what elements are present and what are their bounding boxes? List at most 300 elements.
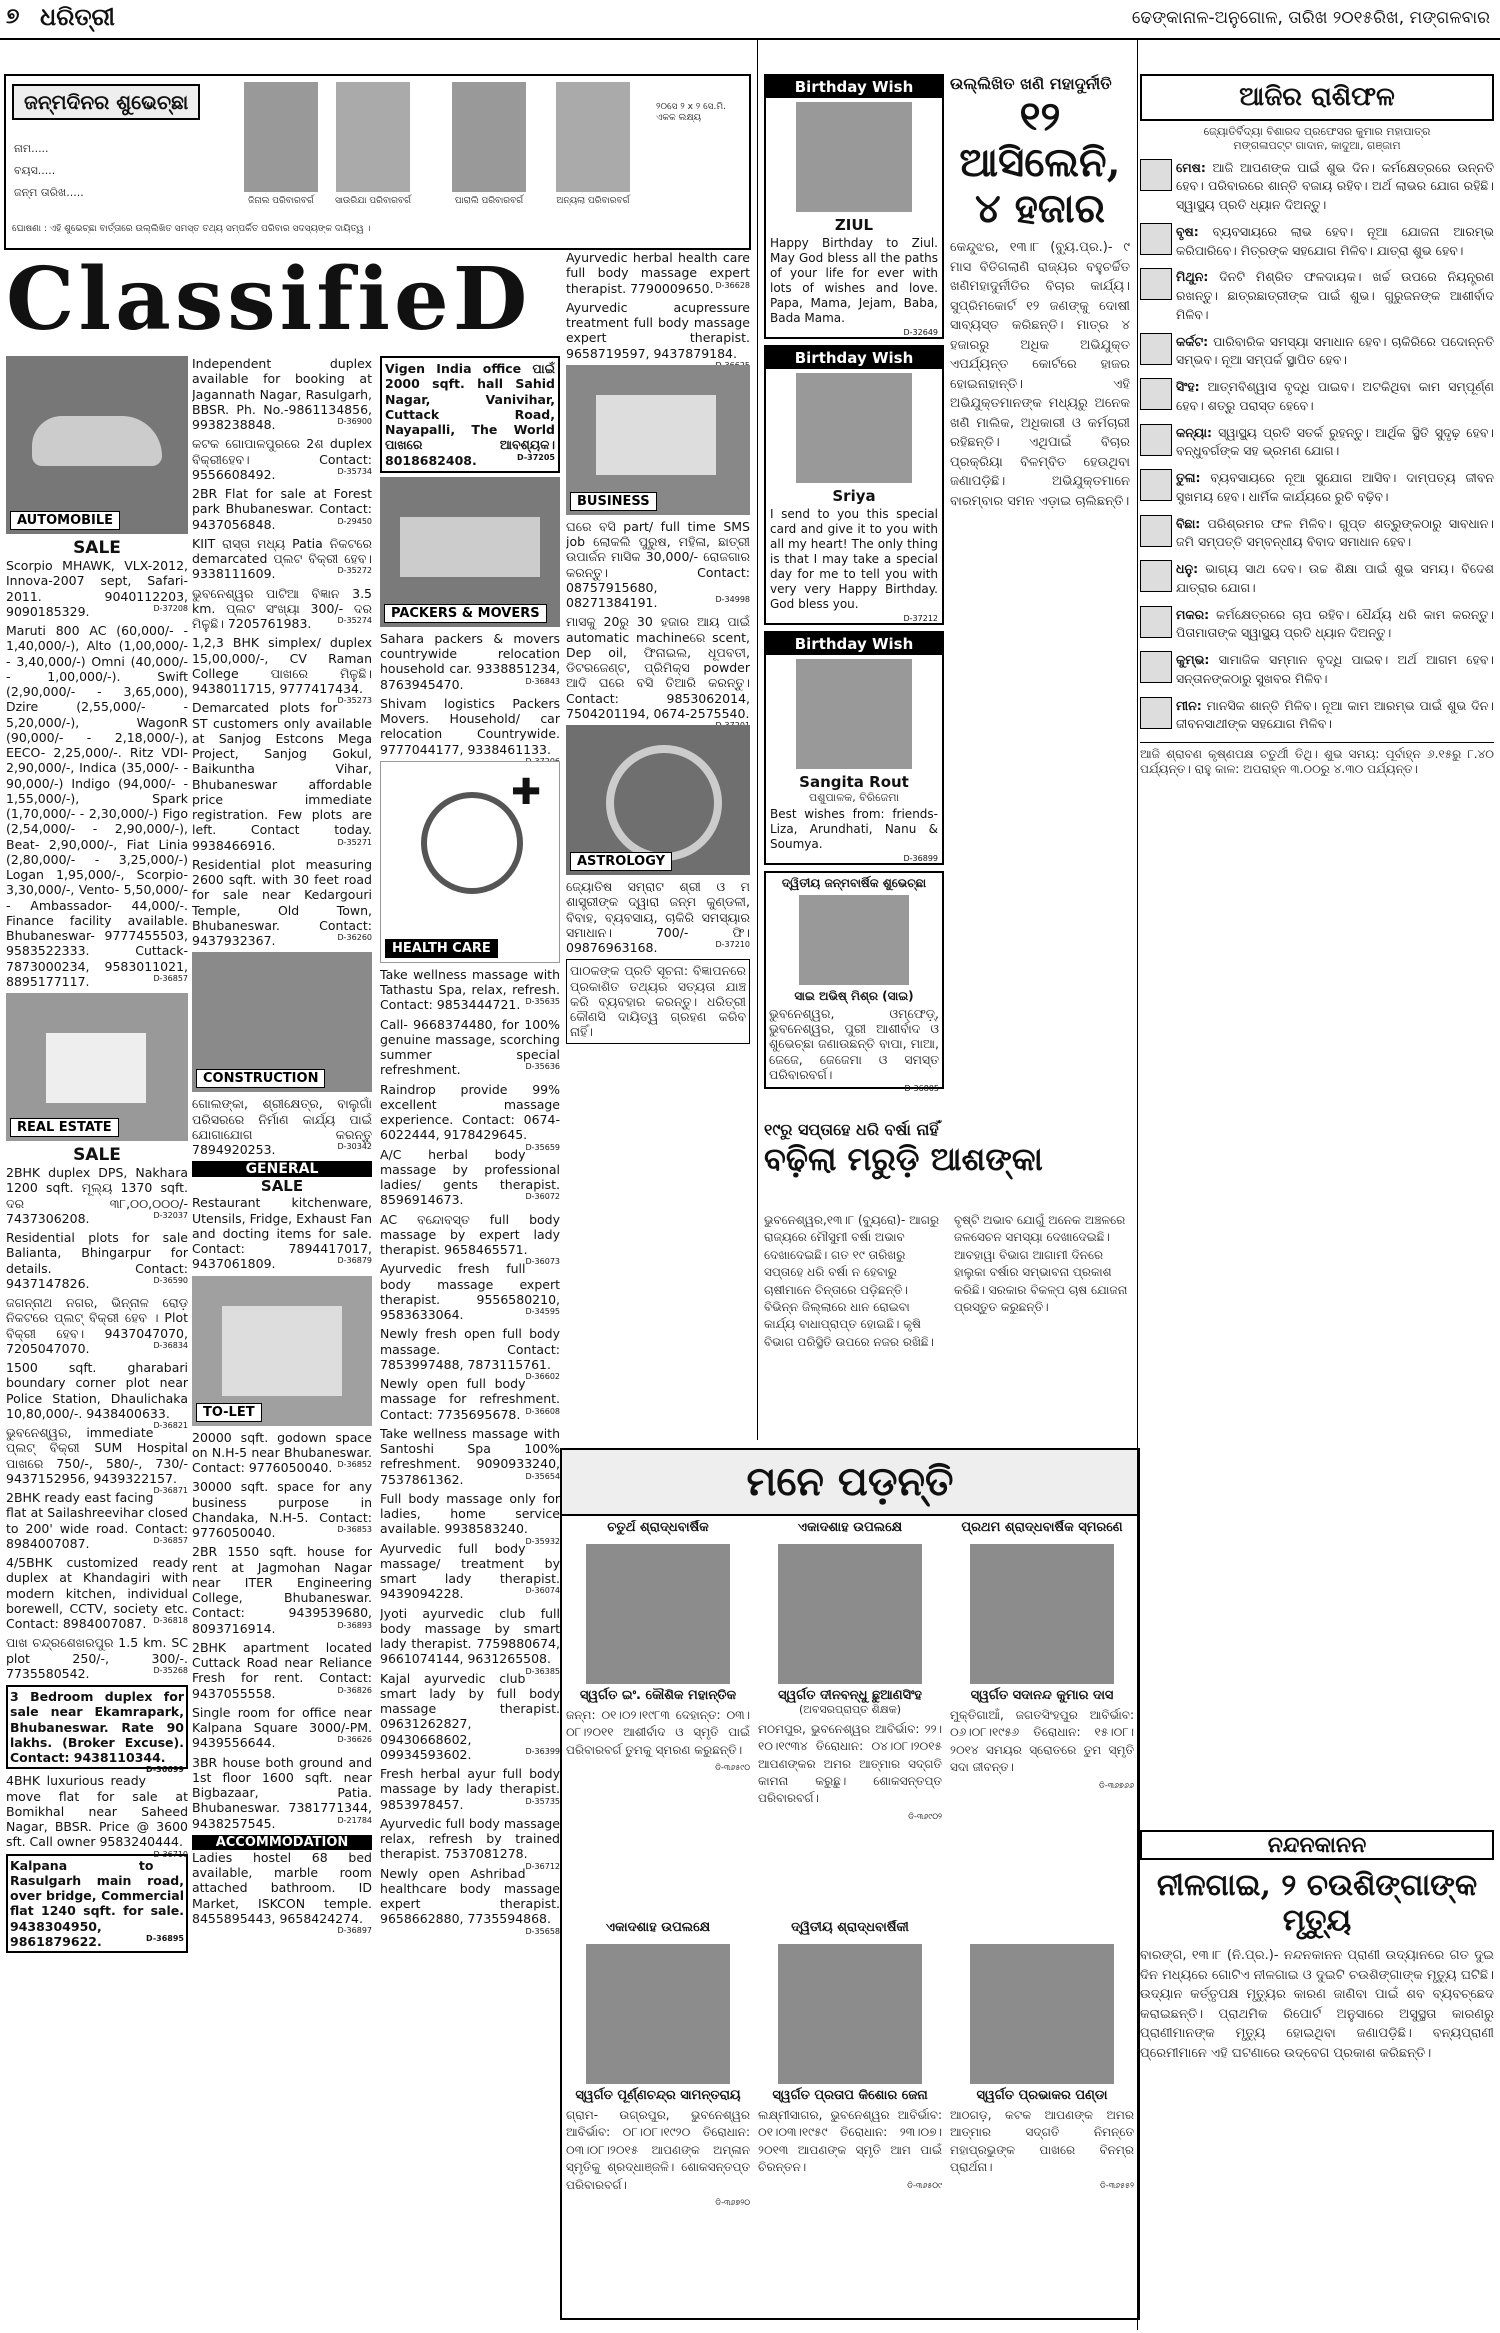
health-panel [380,761,560,963]
rashi-entry [1140,333,1494,371]
rashi-name: ମୀନ: [1176,697,1202,713]
zodiac-icon [1140,560,1172,592]
ad-code: D-37212 [903,614,938,623]
health-ad-text: Newly fresh open full body massage. Contact: 7853997488, 7873115761. [380,1326,560,1372]
second-birthday-photo [799,895,909,985]
stethoscope-icon [421,792,523,894]
ayurvedic-ad-text: Ayurvedic herbal health care full body massage expert therapist. 7790009650. [566,250,750,296]
health-ad-text: Ayurvedic fresh full body massage expert therapist. 9556580210, 9583633064. [380,1261,560,1322]
to-let-ad-text: 3BR house both ground and 1st floor 1600 sqft. near Bigbazaar, Patia. Bhubaneswar. 7381771344, 9438257545. [192,1754,372,1831]
business-ad [566,519,750,611]
ad-code: D-36072 [525,1192,560,1202]
construction-ad [192,1096,372,1157]
form-line-dob: ଜନ୍ମ ତାରିଖ..... [14,186,84,199]
memorial-card [758,1520,942,1910]
birthday-wish-text: Happy Birthday to Ziul. May God bless all the paths of your life for ever with lots of wishes and love. Papa, Mama, Jejam, Baba, Bada Mama. [770,236,938,325]
memorial-name: ସ୍ୱର୍ଗତ ଦୀନବନ୍ଧୁ ଛୁଆଣସିଂହ [777,1688,922,1703]
health-ad [380,1605,560,1676]
ad-code: D-37205 [517,452,555,462]
astrology-ad [566,879,750,955]
memorial-photo [586,1944,730,2084]
memorial-label: ଦ୍ୱିତୀୟ ଶ୍ରାଦ୍ଧବାର୍ଷିକୀ [791,1920,909,1935]
to-let-ad [192,1755,372,1831]
ad-code: D-36628 [715,280,750,290]
rashi-name: କନ୍ୟା: [1176,424,1213,440]
column-3 [380,356,560,2316]
rashi-body: କର୍ମକ୍ଷେତ୍ରରେ ଚାପ ରହିବ। ଧୈର୍ଯ୍ୟ ଧରି କାମ କରନ୍ତୁ। ପିତାମାତାଙ୍କ ସ୍ୱାସ୍ଥ୍ୟ ପ୍ରତି ଧ୍ୟାନ ଦିଅନ୍ତୁ। [1176,606,1494,641]
health-ad-text: Fresh herbal ayur full body massage by lady therapist. 9853978457. [380,1766,560,1812]
plus-icon: ✚ [511,771,542,813]
nandankanan-kicker: ନନ୍ଦନକାନନ [1140,1830,1494,1860]
ayurvedic-list [566,250,750,361]
real-estate-ad [6,1854,188,1954]
zodiac-icon [1140,378,1172,410]
birthday-wish-sub: ପଶୁପାଳକ, ବିରିଜେମା [809,791,899,804]
memorial-sub: (ଅବସରପ୍ରାପ୍ତ ଶିକ୍ଷକ) [798,1703,901,1716]
rashi-body: ଆତ୍ମବିଶ୍ୱାସ ବୃଦ୍ଧି ପାଇବ। ଅଟକିଥିବା କାମ ସମ୍ପୂର୍ଣ୍ଣ ହେବ। ଶତ୍ରୁ ପରାସ୍ତ ହେବେ। [1176,379,1494,413]
to-let-list [192,1430,372,1831]
ayurvedic-ad [566,300,750,361]
memorial-text: ଲକ୍ଷ୍ମୀସାଗର, ଭୁବନେଶ୍ୱର ଆବିର୍ଭାବ: ୦୧।୦୩।୧୯୫୯ ତିରୋଧାନ: ୨୩।୦୭।୨୦୧୩ ଆପଣଙ୍କ ସ୍ମୃତି ଆମ ପାଇଁ ଚିରନ୍ତନ। [758,2108,942,2175]
memorial-text: ଆଠଗଡ଼, କଟକ ଆପଣଙ୍କ ଅମର ଆତ୍ମାର ସଦ୍‌ଗତି ନିମନ୍ତେ ମହାପ୍ରଭୁଙ୍କ ପାଖରେ ବିନମ୍ର ପ୍ରାର୍ଥନା। [950,2108,1134,2175]
ad-code: D-35636 [525,1062,560,1072]
ad-code: D-37208 [153,603,188,613]
masthead [0,0,1500,40]
business-ad-text: ମାସକୁ 20ରୁ 30 ହଜାର ଆୟ ପାଇଁ automatic machineରେ scent, Dep oil, ଫିନାଇଲ, ଧୂପବତୀ, ଡିଟରଜେଣ୍ଟ, ପ୍ରିମିକ୍ସ powder ଆଦି ଘରେ ବସି ତିଆରି କରନ୍ତୁ। Contact: 9853062014, 7504201194, 0674-2575540. [566,614,750,721]
zodiac-icon [1140,268,1172,300]
birthday-wish-box [764,631,944,865]
to-let-ad [192,1640,372,1701]
birthday-wish-title: Birthday Wish [766,76,942,98]
memorial-photo [778,1544,922,1684]
automobile-ad-1 [6,558,188,619]
rashi-entry [1140,268,1494,324]
rashi-name: ବୃଷ: [1176,223,1199,239]
general-ad [192,1195,372,1271]
business-label: BUSINESS [570,492,657,511]
ad-code: D-35635 [525,997,560,1007]
accommodation-ad-text: Ladies hostel 68 bed available, marble room attached bathroom. ID Market, ISKCON temple. 8455895443, 9658424274. [192,1849,372,1926]
ad-code: D-36857 [153,973,188,983]
real-estate-ad-text: 4BHK luxurious ready move flat for sale at Bomikhal near Saheed Nagar, BBSR. Price @ 3600 sft. Call owner 9583240444. [6,1773,188,1850]
ad-code: D-35659 [525,1142,560,1152]
ad-code: D-36074 [525,1586,560,1596]
real-estate-ad [6,1635,188,1681]
memorial-photo [586,1544,730,1684]
to-let-panel [192,1276,372,1426]
real-estate-ad [6,1555,188,1631]
to-let-ad [192,1479,372,1540]
rashi-text [1176,333,1494,371]
real-estate-ad [6,1165,188,1226]
to-let-ad [192,1544,372,1636]
property-ad-text: କଟକ ଗୋପାଳପୁରରେ 2ଶ duplex ବିକ୍ରୀହେବ। Contact: 9556608492. [192,436,372,482]
automobile-ad-2 [6,623,188,989]
rashifala-byline-2: ମଙ୍ଗଳାପଟ୍ଟ ଗାଦାନ, କାଦୁଆ, ଗଞ୍ଜାମ [1233,138,1401,152]
birthday-wish-photo [796,373,912,483]
ad-code: D-35658 [525,1926,560,1936]
memorial-grid [562,1516,1138,2316]
automobile-heading: SALE [73,538,121,558]
birthday-wishes-column [764,74,944,1114]
ad-code: D-36626 [337,1735,372,1745]
rashi-list [1140,159,1494,735]
ad-code: D-36852 [337,1460,372,1469]
page-number: ୭ [6,4,20,29]
ad-code: D-35273 [337,696,372,706]
child-photo-4 [556,82,630,192]
health-ad-text: Newly open Ashribad healthcare body massage expert therapist. 9658662880, 7735594868. [380,1865,560,1927]
ad-code: D-34595 [525,1307,560,1316]
ad-code: D-36821 [153,1421,188,1430]
ad-code: D-36602 [525,1372,560,1381]
health-ad-text: AC ବନ୍ଦୋବସ୍ତ full body massage by expert lady therapist. 9658465571. [380,1211,560,1257]
health-ad [380,1671,560,1763]
memorial-photo [970,1944,1114,2084]
memorial-text: ଜନ୍ମ: ୦୧।୦୨।୧୯୮୩ ଦେହାନ୍ତ: ୦୩।୦୮।୨୦୧୧ ଆଶୀର୍ବାଦ ଓ ସ୍ମୃତି ପାଇଁ ପରିବାରବର୍ଗ ତୁମକୁ ସ୍ମରଣ କରୁଛନ୍ତି। [566,1708,750,1757]
health-ad-text: Take wellness massage with Tathastu Spa, relax, refresh. Contact: 9853444721. [380,966,560,1013]
real-estate-ad-text: 2BHK ready east facing flat at Sailashreevihar closed to 200' wide road. Contact: 8984007087. [6,1490,188,1551]
health-ad-text: Raindrop provide 99% excellent massage experience. Contact: 0674-6022444, 9178429645. [380,1081,560,1143]
lead-kicker: ଉଲ୍ଲିଖିତ ଖଣି ମହାଦୁର୍ନୀତି [950,74,1112,93]
rashi-entry [1140,424,1494,462]
nandankanan-body: ବାରଙ୍ଗ, ୧୩।୮ (ନି.ପ୍ର.)- ନନ୍ଦନକାନନ ପ୍ରାଣୀ ଉଦ୍ୟାନରେ ଗତ ଦୁଇ ଦିନ ମଧ୍ୟରେ ଗୋଟିଏ ନୀଳଗାଇ ଓ ଦୁଇଟି ଚଉଶିଙ୍ଗାଙ୍କ ମୃତ୍ୟୁ ଘଟିଛି। ଉଦ୍ୟାନ କର୍ତ୍ତୃପକ୍ଷ ମୃତ୍ୟୁର କାରଣ ଜାଣିବା ପାଇଁ ଶବ ବ୍ୟବଚ୍ଛେଦ କରାଇଛନ୍ତି। ପ୍ରାଥମିକ ରିପୋର୍ଟ ଅନୁସାରେ ଅସୁସ୍ଥତା କାରଣରୁ ପ୍ରାଣୀମାନଙ୍କ ମୃତ୍ୟୁ ହୋଇଥିବା ଜଣାପଡ଼ିଛି। ବନ୍ୟପ୍ରାଣୀ ପ୍ରେମୀମାନେ ଏହି ଘଟଣାରେ ଉଦ୍‌ବେଗ ପ୍ରକାଶ କରିଛନ୍ତି। [1140,1948,1494,2061]
second-news-body-left: ଭୁବନେଶ୍ୱର,୧୩।୮ (ବ୍ୟୁରୋ)- ଆଗରୁ ରାଜ୍ୟରେ ମୌସୁମୀ ବର୍ଷା ଅଭାବ ଦେଖାଦେଇଛି। ଗତ ୧୯ ତାରିଖରୁ ସପ୍ତାହେ ଧରି ବର୍ଷା ନ ହେବାରୁ ଚାଷୀମାନେ ଚିନ୍ତାରେ ପଡ଼ିଛନ୍ତି। ବିଭିନ୍ନ ଜିଲ୍ଲାରେ ଧାନ ରୋଇବା କାର୍ଯ୍ୟ ବାଧାପ୍ରାପ୍ତ ହୋଇଛି। କୃଷି ବିଭାଗ ପରିସ୍ଥିତି ଉପରେ ନଜର ରଖିଛି। [764,1213,940,1349]
health-ad-text: Jyoti ayurvedic club full body massage by smart lady therapist. 7759880674, 9661074144, 9631265508. [380,1605,560,1667]
rashi-name: ସିଂହ: [1176,379,1200,394]
ad-code: D-36399 [525,1746,560,1756]
health-ad [380,1326,560,1381]
ad-code: D-36260 [337,933,372,942]
birthday-wish-photo [796,102,912,212]
form-line-age: ବୟସ..... [14,164,56,177]
automobile-label: AUTOMOBILE [10,511,120,530]
ad-code: D-36826 [337,1685,372,1695]
property-ad [192,436,372,482]
memorial-name: ସ୍ୱର୍ଗତ ପ୍ରତାପ କିଶୋର ଜେନା [772,2088,928,2103]
second-news-kicker: ୧୯ରୁ ସପ୍ତାହେ ଧରି ବର୍ଷା ନାହିଁ [764,1120,939,1139]
health-ad-text: Kajal ayurvedic club smart lady by full body massage therapist. 09631262827, 09430668602, 09934593602. [380,1670,560,1762]
health-ad [380,1261,560,1322]
rashi-text [1176,515,1494,553]
birthday-wish-name: Sriya [832,487,876,505]
rashi-entry [1140,606,1494,644]
ad-code: D-30342 [337,1142,372,1151]
second-news-body-right: ବୃଷ୍ଟି ଅଭାବ ଯୋଗୁଁ ଅନେକ ଅଞ୍ଚଳରେ ଜଳସେଚନ ସମସ୍ୟା ଦେଖାଦେଇଛି। ଆବହାୱା ବିଭାଗ ଆଗାମୀ ଦିନରେ ହାଲୁକା ବର୍ଷାର ସମ୍ଭାବନା ପ୍ରକାଶ କରିଛି। ସରକାର ବିକଳ୍ପ ଚାଷ ଯୋଜନା ପ୍ରସ୍ତୁତ କରୁଛନ୍ତି। [954,1213,1128,1314]
ad-code: D-35654 [525,1471,560,1481]
ad-code: D-36895 [146,1933,184,1943]
property-ad-text: ଭୁବନେଶ୍ୱର ପାଟିଆ ବିଜ୍ଞାନ 3.5 km. ପ୍ଲଟ ସଂଖ୍ୟା 300/- ଦର ମିଳୁଛି। 7205761983. [192,585,372,631]
property-ad [192,700,372,853]
health-ad-text: A/C herbal body massage by professional ladies/ gents therapist. 8596914673. [380,1146,560,1208]
rashi-body: ବ୍ୟବସାୟରେ ଲାଭ ହେବ। ନୂଆ ଯୋଜନା ଆରମ୍ଭ କରିପାରିବେ। ମିତ୍ରଙ୍କ ସହଯୋଗ ମିଳିବ। ଯାତ୍ରା ଶୁଭ ହେବ। [1176,223,1494,258]
real-estate-label: REAL ESTATE [10,1118,119,1137]
ad-code: ଡି-୩୬୯୦୨ [908,1811,942,1821]
rashifala-footer: ଆଜି ଶ୍ରାବଣ କୃଷ୍ଣପକ୍ଷ ଚତୁର୍ଥୀ ତିଥି। ଶୁଭ ସମୟ: ପୂର୍ବାହ୍ନ ୬.୧୫ରୁ ୮.୪୦ ପର୍ଯ୍ୟନ୍ତ। ରାହୁ କାଳ: ଅପରାହ୍ନ ୩.୦୦ରୁ ୪.୩୦ ପର୍ଯ୍ୟନ୍ତ। [1140,742,1494,776]
memorial-label: ଏକାଦଶାହ ଉପଲକ୍ଷେ [797,1520,903,1535]
health-ad [380,1766,560,1812]
health-list [380,966,560,1936]
child-caption-3: ପାରାଲି ପରିବାରବର୍ଗ [454,196,524,206]
health-ad [380,1017,560,1078]
rashi-text [1176,268,1494,324]
health-ad [380,1211,560,1267]
rashi-name: କୁମ୍ଭ: [1176,652,1210,667]
memorial-name: ସ୍ୱର୍ଗତ ଇଂ. କୌଶିକ ମହାନ୍ତିକ [579,1688,737,1703]
memorial-card [566,1520,750,1910]
date-line: ଢେଙ୍କାନାଳ-ଅନୁଗୋଳ, ତାରିଖ ୨୦୧୫ରିଖ, ମଙ୍ଗଳବାର [1131,8,1490,28]
ad-code: D-36899 [903,853,938,863]
real-estate-ad [6,1685,188,1775]
ad-code: ଡି-୩୬୭୨୦ [715,2197,750,2207]
ad-code: D-36385 [525,1666,560,1676]
memorial-name: ସ୍ୱର୍ଗତ ପୂର୍ଣ୍ଣଚନ୍ଦ୍ର ସାମନ୍ତରାୟ [575,2088,741,2103]
memorial-banner: ମନେ ପଡ଼ନ୍ତି [562,1450,1138,1516]
zodiac-icon [1140,515,1172,547]
laptop-shape [596,395,716,475]
to-let-ad-text: Single room for office near Kalpana Square 3000/-PM. 9439556644. [192,1704,372,1751]
birthday-wish-title: Birthday Wish [766,347,942,369]
rashi-body: ପାରିବାରିକ ସମସ୍ୟା ସମାଧାନ ହେବ। ଚାକିରିରେ ପଦୋନ୍ନତି ସମ୍ଭବ। ନୂଆ ସମ୍ପର୍କ ସ୍ଥାପିତ ହେବ। [1176,333,1494,368]
packers-ad-text: Shivam logistics Packers Movers. Household/ car relocation Countrywide. 9777044177, 9338461133. [380,695,560,757]
child-caption-1: ଜିନାଲ ପରିବାରବର୍ଗ [248,196,314,206]
ad-code: D-35274 [337,616,372,625]
construction-ad-text: ଗୋଲଙ୍କା, ଶ୍ରୀକ୍ଷେତ୍ର, ବାଲୁଗାଁ ପରିସରରେ ନିର୍ମାଣ କାର୍ଯ୍ୟ ପାଇଁ ଯୋଗାଯୋଗ କରନ୍ତୁ 7894920253. [192,1096,372,1157]
zodiac-icon [1140,159,1172,191]
ad-code: ଡି-୩୬୫୫୨ [1099,2180,1134,2190]
real-estate-list [6,1165,188,1953]
size-note: ୨୦ସେ ୨ x ୨ ସେ.ମି. ଏକକ ଲକ୍ଷ୍ୟ [656,102,726,124]
truck-shape [400,517,540,577]
child-photo-1 [244,82,318,192]
memorial-label: ଏକାଦଶାହ ଉପଲକ୍ଷେ [605,1920,711,1935]
rashi-entry [1140,378,1494,416]
vigen-ad-box [380,356,560,473]
reader-notice: ପାଠକଙ୍କ ପ୍ରତି ସୂଚନା: ବିଜ୍ଞାପନରେ ପ୍ରକାଶିତ ତଥ୍ୟର ସତ୍ୟତା ଯାଞ୍ଚ କରି ବ୍ୟବହାର କରନ୍ତୁ। ଧରିତ୍ରୀ କୌଣସି ଦାୟିତ୍ୱ ଗ୍ରହଣ କରିବ ନାହିଁ। [570,963,746,1040]
second-news-headline: ବଢ଼ିଲା ମରୁଡ଼ି ଆଶଙ୍କା [764,1140,1043,1178]
zodiac-icon [1140,606,1172,638]
rashi-body: ଆଜି ଆପଣଙ୍କ ପାଇଁ ଶୁଭ ଦିନ। କର୍ମକ୍ଷେତ୍ରରେ ଉନ୍ନତି ହେବ। ପରିବାରରେ ଶାନ୍ତି ବଜାୟ ରହିବ। ଅର୍ଥ ଲାଭର ଯୋଗ ରହିଛି। ସ୍ୱାସ୍ଥ୍ୟ ପ୍ରତି ଧ୍ୟାନ ଦିଅନ୍ତୁ। [1176,159,1494,212]
birthday-wish-text: Best wishes from: friends- Liza, Arundhati, Nanu & Soumya. [770,806,938,851]
ad-code: D-37210 [715,940,750,949]
reader-notice-box [566,959,750,1043]
lead-headline-2: ୪ ହଜାର [975,185,1105,232]
birthday-box-title: ଜନ୍ମଦିନର ଶୁଭେଚ୍ଛା [12,84,200,120]
birthday-wish-box [764,74,944,339]
ad-code: D-36699 [146,1765,184,1775]
rashi-name: ମିଥୁନ: [1176,269,1209,285]
zodiac-wheel-icon [606,745,722,861]
real-estate-ad [6,1295,188,1356]
ad-code: D-36853 [337,1525,372,1534]
astrology-label: ASTROLOGY [570,852,672,871]
memorial-text: ଗ୍ରାମ- ଉଗ୍ରପୁର, ଭୁବନେଶ୍ୱର ଆବିର୍ଭାବ: ୦୮।୦୮।୧୯୨୦ ତିରୋଧାନ: ୦୩।୦୮।୨୦୧୫ ଆପଣଙ୍କ ଅମ୍ଳାନ ସ୍ମୃତିକୁ ଶ୍ରଦ୍ଧାଞ୍ଜଳି। ଶୋକସନ୍ତପ୍ତ ପରିବାରବର୍ଗ। [566,2108,750,2192]
to-let-ad-text: 2BR 1550 sqft. house for rent at Jagmohan Nagar near ITER Engineering College, Bhubaneswar. Contact: 9439539680, 8093716914. [192,1544,372,1636]
zodiac-icon [1140,697,1172,729]
health-ad [380,1815,560,1871]
real-estate-ad [6,1425,188,1495]
rashi-text [1176,606,1494,644]
to-let-ad-text: 20000 sqft. godown space on N.H-5 near Bhubaneswar. Contact: 9776050040. [192,1429,372,1475]
ad-code: D-36073 [525,1257,560,1267]
real-estate-ad-text: ଜଗନ୍ନାଥ ନଗର, ଭିନ୍ନାଳ ରୋଡ଼ ନିକଟରେ ପ୍ଲଟ୍ ବିକ୍ରୀ ହେବ । Plot ବିକ୍ରୀ ହେବ। 9437047070, 7205047070. [6,1295,188,1356]
business-panel [566,365,750,515]
memorial-label [950,1920,1134,1940]
ad-code: D-36871 [153,1486,188,1495]
property-ad [192,536,372,582]
health-ad [380,1426,560,1487]
nandankanan-news [1140,1830,1494,2316]
memorial-section [560,1448,1140,2320]
business-list [566,519,750,721]
ad-code: D-36897 [337,1926,372,1935]
memorial-card [950,1920,1134,2310]
rashi-body: ବ୍ୟବସାୟରେ ନୂଆ ସୁଯୋଗ ଆସିବ। ଦାମ୍ପତ୍ୟ ଜୀବନ ସୁଖମୟ ହେବ। ଧାର୍ମିକ କାର୍ଯ୍ୟରେ ରୁଚି ବଢ଼ିବ। [1176,470,1494,504]
property-ad [192,857,372,949]
ad-code: D-36818 [153,1616,188,1625]
ayurvedic-ad-text: Ayurvedic acupressure treatment full body massage expert therapist. 9658719597, 9437879184. [566,299,750,361]
second-birthday-name: ସାଇ ଅଭିଷ୍ ମିଶ୍ର (ସାଇ) [794,988,914,1003]
automobile-ad-1-text: Scorpio MHAWK, VLX-2012, Innova-2007 sept, Safari-2011. 9040112203, 9090185329. [6,558,188,619]
real-estate-ad [6,1773,188,1859]
general-ad-text: Restaurant kitchenware, Utensils, Fridge, Exhaust Fan and docting items for sale. Contact: 7894417017, 9437061809. [192,1195,372,1272]
rashi-text [1176,469,1494,507]
health-ad-text: Take wellness massage with Santoshi Spa 100% refreshment. 9090933240, 7537861362. [380,1425,560,1487]
to-let-ad-text: 2BHK apartment located Cuttack Road near Reliance Fresh for rent. Contact: 9437055558. [192,1639,372,1701]
property-ad-text: KIIT ରାସ୍ତା ମଧ୍ୟ Patia ନିକଟରେ demarcated ପ୍ଲଟ ବିକ୍ରୀ ହେବ। 9338111609. [192,535,372,582]
rashi-text [1176,223,1494,261]
ad-code: D-36805 [904,1084,939,1093]
to-let-ad [192,1430,372,1476]
property-ad-text: Demarcated plots for ST customers only available at Sanjog Estcons Mega Project, Sanjog Gokul, Baikuntha Vihar, Bhubaneswar affordable price immediate registration. Few plots are left. Contact today. 9938466916. [192,700,372,853]
rashi-body: ମାନସିକ ଶାନ୍ତି ମିଳିବ। ନୂଆ କାମ ଆରମ୍ଭ ପାଇଁ ଶୁଭ ଦିନ। ଜୀବନସାଥୀଙ୍କ ସହଯୋଗ ମିଳିବ। [1176,697,1494,732]
ad-code: D-36710 [153,1849,188,1859]
memorial-card [566,1920,750,2310]
astrology-ad-text: ଜ୍ୟୋତିଷ ସମ୍ରାଟ ଶ୍ରୀ ଓ ମ ଶାସ୍ତ୍ରୀଙ୍କ ଦ୍ୱାରା ଜନ୍ମ କୁଣ୍ଡଳୀ, ବିବାହ, ବ୍ୟବସାୟ, ଚାକିରି ସମସ୍ୟାର ସମାଧାନ। 700/- ଫି। 09876963168. [566,879,750,955]
ad-code: ଡି-୩୬୫୦୯ [907,2180,942,2190]
second-birthday-title: ଦ୍ୱିତୀୟ ଜନ୍ମବାର୍ଷିକ ଶୁଭେଚ୍ଛା [781,875,927,890]
ad-code: D-32649 [903,328,938,337]
automobile-panel [6,356,188,534]
property-ad [192,486,372,532]
property-ad-text: 1,2,3 BHK simplex/ duplex 15,00,000/-, CV Raman College ପାଖରେ ମିଳୁଛି। 9438011715, 9777417434. [192,635,372,696]
health-ad-text: Newly open full body massage for refreshment. Contact: 7735695678. [380,1376,560,1422]
property-ad [192,586,372,632]
rashi-body: ଭାଗ୍ୟ ସାଥ ଦେବ। ଉଚ୍ଚ ଶିକ୍ଷା ପାଇଁ ଶୁଭ ସମୟ। ବିଦେଶ ଯାତ୍ରାର ଯୋଗ। [1176,561,1494,595]
health-ad [380,1376,560,1422]
packers-panel [380,477,560,627]
column-2 [192,356,372,2316]
birthday-wish-title: Birthday Wish [766,633,942,655]
child-photo-2 [336,82,410,192]
rashi-body: ସାମାଜିକ ସମ୍ମାନ ବୃଦ୍ଧି ପାଇବ। ଅର୍ଥ ଆଗମ ହେବ। ସନ୍ତାନଙ୍କଠାରୁ ସୁଖବର ମିଳିବ। [1176,652,1494,686]
property-ad [192,635,372,706]
zodiac-icon [1140,333,1172,365]
real-estate-ad-text: Residential plots for sale Balianta, Bhingarpur for details. Contact: 9437147826. [6,1230,188,1291]
accommodation-ad [192,1849,372,1935]
property-ad-text: Residential plot measuring 2600 sqft. with 30 feet road for sale near Kedargouri Temple, Old Town, Bhubaneswar. Contact: 9437932367. [192,856,372,948]
paper-logo: ଧରିତ୍ରୀ [40,2,115,31]
health-ad [380,1490,560,1546]
ad-code: D-36879 [337,1256,372,1266]
lead-news [950,74,1130,1114]
memorial-photo [970,1544,1114,1684]
child-caption-4: ଅନ୍ୟଲା ପରିବାରବର୍ଗ [556,196,630,206]
to-let-ad [192,1705,372,1751]
birthday-wish-name: Sangita Rout [799,773,909,791]
ad-code: D-35735 [525,1796,560,1806]
to-let-ad-text: 30000 sqft. space for any business purpose in Chandaka, N.H-5. Contact: 9776050040. [192,1479,372,1540]
ad-code: D-36712 [525,1861,560,1871]
ad-code: D-35271 [337,837,372,847]
column-divider [1137,40,1138,2330]
rashi-name: କର୍କଟ: [1176,333,1209,349]
ad-code: ଡି-୩୬୫୯୦ [715,1763,750,1773]
business-ad [566,614,750,721]
rashi-entry [1140,469,1494,507]
rashifala-column [1140,74,1494,1594]
ad-code: D-29450 [337,516,372,526]
real-estate-ad-text: 1500 sqft. gharabari boundary corner plot near Police Station, Dhaulichaka 10,80,000/-. 9438400633. [6,1360,188,1421]
health-ad [380,1147,560,1208]
ad-code: D-36834 [153,1340,188,1350]
building-shape [222,1306,342,1396]
rashi-entry [1140,515,1494,553]
real-estate-ad [6,1360,188,1430]
memorial-photo [778,1944,922,2084]
construction-label: CONSTRUCTION [196,1069,325,1088]
rashifala-title: ଆଜିର ରାଶିଫଳ [1140,74,1494,121]
rashi-body: ପରିଶ୍ରମର ଫଳ ମିଳିବ। ଗୁପ୍ତ ଶତ୍ରୁଙ୍କଠାରୁ ସାବଧାନ। ଜମି ସମ୍ପତ୍ତି ସମ୍ବନ୍ଧୀୟ ବିବାଦ ସମାଧାନ ହେବ। [1176,515,1494,550]
general-sale-heading: SALE [260,1177,304,1196]
rashi-body: ଦିନଟି ମିଶ୍ରିତ ଫଳଦାୟକ। ଖର୍ଚ୍ଚ ଉପରେ ନିୟନ୍ତ୍ରଣ ରଖନ୍ତୁ। ଛାତ୍ରଛାତ୍ରୀଙ୍କ ପାଇଁ ଶୁଭ। ଗୁରୁଜନଙ୍କ ଆଶୀର୍ବାଦ ମିଳିବ। [1176,269,1494,322]
health-ad-text: Full body massage only for ladies, home service available. 9938583240. [380,1490,560,1537]
rashi-text [1176,697,1494,735]
memorial-text: ମୁକ୍ତିଗାଆଁ, ଜଗତସିଂହପୁର ଆବିର୍ଭାବ: ୦୬।୦୮।୧୯୫୬ ତିରୋଧାନ: ୧୫।୦୮।୨୦୧୪ ସମୟର ସ୍ରୋତରେ ତୁମ ସ୍ମୃତି ସଦା ଜୀବନ୍ତ। [950,1708,1134,1775]
rashi-text [1176,378,1494,416]
ad-code: D-36900 [337,417,372,426]
real-estate-panel [6,993,188,1141]
real-estate-heading: SALE [73,1145,121,1165]
automobile-ad-2-text: Maruti 800 AC (60,000/- - 1,40,000/-), Alto (1,00,000/- - 3,40,000/-) Omni (40,000/- - 1,00,000/-). Swift (2,90,000/- - 3,65,000), Dzire (2,55,000/- - 5,20,000/-), WagonR (90,000/- - 2,18,000/-), EECO- 2,25,000/-. Ritz VDI- 2,90,000/-, Indica (35,000/- - 90,000/-) Indigo (94,000/- - 1,55,000/-), Spark (1,70,000/- - 2,30,000/-) Figo (2,54,000/- - 2,90,000/-), Beat- 2,90,000/-, Fiat Linia (2,80,000/- - 3,25,000/-) Logan 1,95,000/-, Scorpio- 3,30,000/-, Vento- 5,50,000/- - Ambassador- 44,000/-. Finance facility available. Bhubaneswar- 9777455503, 9583522333. Cuttack- 7873000234, 9583011021, 8895177117. [6,623,188,989]
real-estate-ad-text: Kalpana to Rasulgarh main road, over bridge, Commercial flat 1240 sqft. for sale. 9438304950, 9861879622. [10,1857,184,1949]
rashi-text [1176,159,1494,215]
health-ad-text: Ayurvedic full body massage/ treatment by smart lady therapist. 9439094228. [380,1540,560,1602]
classified-title: ClassifieD [6,249,532,350]
health-ad-text: Call- 9668374480, for 100% genuine massage, scorching summer special refreshment. [380,1016,560,1078]
rashi-entry [1140,560,1494,598]
real-estate-ad-text: ପାଖ ଚନ୍ଦ୍ରଶେଖରପୁର 1.5 km. SC plot 250/-, 300/-. 7735580542. [6,1635,188,1681]
packers-list [380,631,560,757]
ad-code: D-35268 [153,1665,188,1675]
rashi-name: ବିଛା: [1176,515,1201,531]
rashi-name: ମେଷ: [1176,159,1206,175]
property-ad [192,356,372,432]
business-ad-text: ଘରେ ବସି part/ full time SMS job ଲୋକଲି ପୁରୁଷ, ମହିଳା, ଛାତ୍ରୀ ଉପାର୍ଜନ ମାସିକ 30,000/- ରୋଜଗାର କରନ୍ତୁ। Contact: 08757915680, 08271384191. [566,518,750,610]
memorial-card [950,1520,1134,1910]
ad-code: D-36893 [337,1620,372,1630]
nandankanan-headline: ନୀଳଗାଇ, ୨ ଚଉଶିଙ୍ଗାଙ୍କ ମୃତ୍ୟୁ [1156,1868,1478,1938]
zodiac-icon [1140,469,1172,501]
real-estate-ad-text: 4/5BHK customized ready duplex at Khandagiri with modern kitchen, individual borewell, CCTV, society etc. Contact: 8984007087. [6,1555,188,1631]
packers-ad [380,696,560,757]
vigen-ad [385,361,555,468]
packers-ad-text: Sahara packers & movers countrywide relocation household car. 9338851234, 8763945470. [380,630,560,692]
memorial-label: ପ୍ରଥମ ଶ୍ରାଦ୍ଧବାର୍ଷିକ ସ୍ମରଣେ [961,1520,1123,1535]
second-news [764,1120,1134,1400]
car-shape [32,416,162,466]
ad-code: D-35272 [337,566,372,576]
